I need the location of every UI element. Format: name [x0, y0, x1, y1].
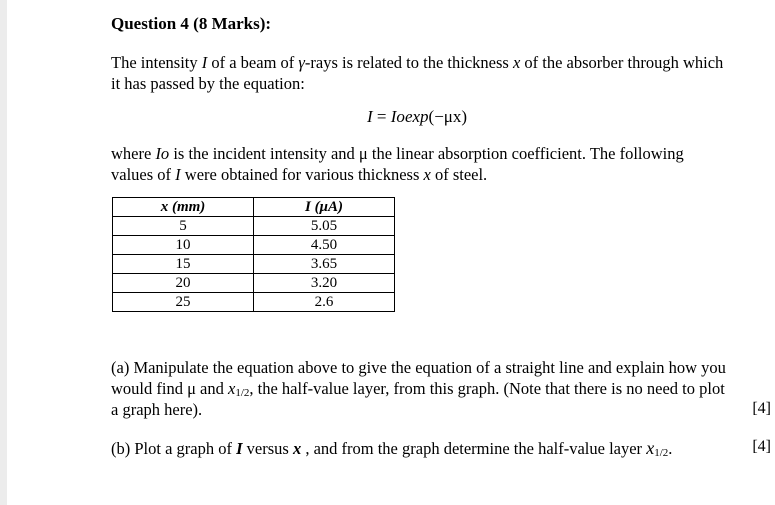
attenuation-equation: I = Ioexp(−μx) [367, 107, 468, 126]
part-b-marks: [4] [752, 438, 771, 455]
part-a-line-3: a graph here). [111, 400, 203, 419]
where-line-1: where Io is the incident intensity and μ the linear absorption coefficient. The following [111, 144, 684, 163]
table-row [113, 293, 395, 312]
where-line-2: values of I were obtained for various thickness x of steel. [111, 165, 488, 184]
cell-thickness: 15 [113, 255, 254, 274]
cell-intensity: 5.05 [254, 217, 395, 236]
cell-intensity: 3.20 [254, 274, 395, 293]
cell-thickness: 5 [113, 217, 254, 236]
table-row [113, 274, 395, 293]
cell-intensity: 2.6 [254, 293, 395, 312]
cell-thickness: 25 [113, 293, 254, 312]
question-heading: Question 4 (8 Marks): [111, 14, 272, 33]
header-thickness: x (mm) [113, 198, 254, 217]
cell-thickness: 10 [113, 236, 254, 255]
cell-intensity: 4.50 [254, 236, 395, 255]
cell-intensity: 3.65 [254, 255, 395, 274]
page-left-edge [0, 0, 7, 505]
table-row [113, 236, 395, 255]
cell-thickness: 20 [113, 274, 254, 293]
table-row [113, 255, 395, 274]
part-a-marks: [4] [752, 400, 771, 417]
part-b-line: (b) Plot a graph of I versus x , and from the graph determine the half-value layer x1/2. [111, 438, 673, 459]
intro-line-2: it has passed by the equation: [111, 74, 305, 93]
header-intensity: I (μA) [254, 198, 395, 217]
thickness-intensity-table [112, 197, 395, 312]
table-header-row [113, 198, 395, 217]
table-row [113, 217, 395, 236]
intro-line-1: The intensity I of a beam of γ-rays is related to the thickness x of the absorber through which [111, 53, 724, 72]
part-a-line-2: would find μ and x1/2, the half-value layer, from this graph. (Note that there is no need to plot [111, 379, 725, 399]
part-a-line-1: (a) Manipulate the equation above to give the equation of a straight line and explain how you [111, 358, 726, 377]
